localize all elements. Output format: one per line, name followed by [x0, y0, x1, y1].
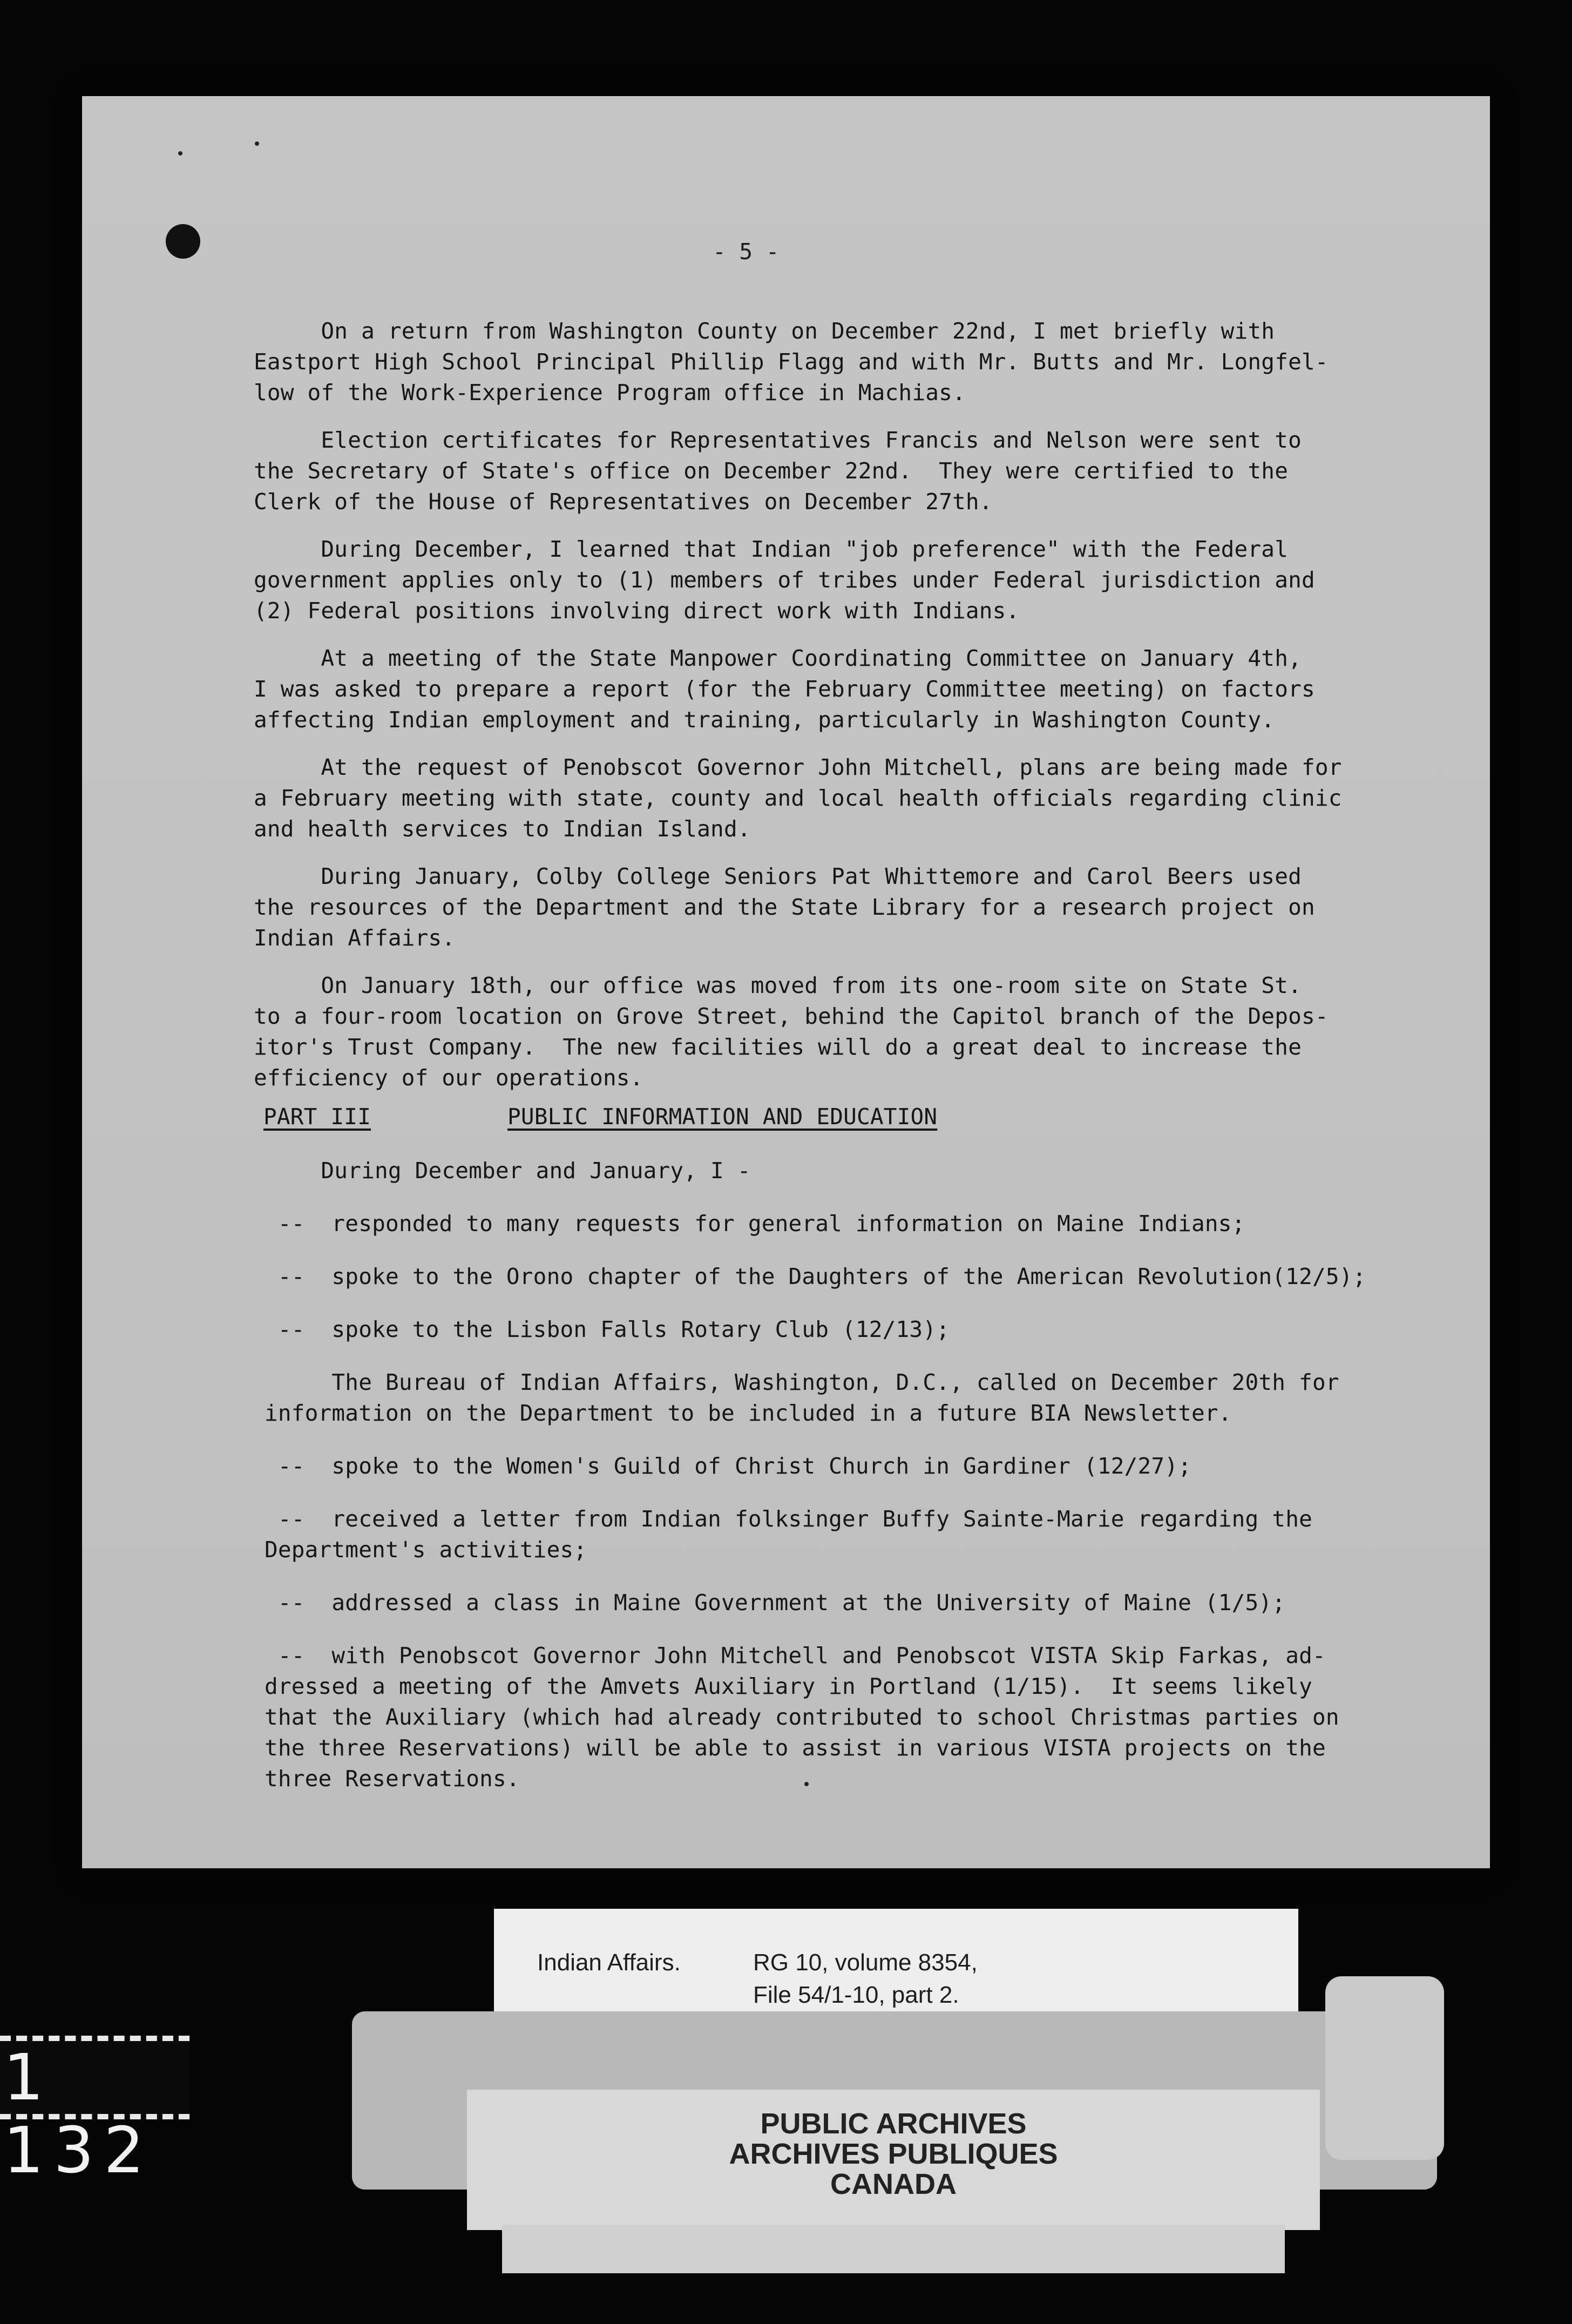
stamp-line: ARCHIVES PUBLIQUES [729, 2138, 1058, 2170]
paragraph: On a return from Washington County on December 22nd, I met briefly with Eastport High School Principal Phillip Flagg and with Mr. Butts and Mr. Longfel- low of the Work-Experience Program office in Machias. [254, 318, 1329, 406]
list-item: -- received a letter from Indian folksinger Buffy Sainte-Marie regarding the Department's activities; [265, 1506, 1312, 1563]
archive-reference-line: RG 10, volume 8354, [753, 1949, 978, 1976]
archives-stamp [467, 2090, 1320, 2230]
stamp-line: PUBLIC ARCHIVES [760, 2107, 1027, 2140]
stamp-backing [502, 2225, 1285, 2273]
stamp-backing [1325, 1976, 1444, 2160]
list-item: -- with Penobscot Governor John Mitchell and Penobscot VISTA Skip Farkas, ad- dressed a meeting of the Amvets Auxiliary in Portland (1/15). It seems likely that the Auxiliary (which had already contributed to school Christmas parties on the three Reservations) will be able to assist in various VISTA projects on the three Reservations. [265, 1643, 1339, 1792]
paragraph: Election certificates for Representatives Francis and Nelson were sent to the Secretary of State's office on December 22nd. They were certified to the Clerk of the House of Representatives on December 27th. [254, 427, 1302, 515]
film-frame-number: 1 132 [0, 2036, 189, 2119]
list-item: -- responded to many requests for general information on Maine Indians; [265, 1211, 1245, 1237]
part-title: PUBLIC INFORMATION AND EDUCATION [507, 1104, 938, 1130]
part-number: PART III [263, 1104, 371, 1130]
list-item: -- addressed a class in Maine Government at the University of Maine (1/5); [265, 1590, 1286, 1616]
stamp-line: CANADA [830, 2168, 957, 2200]
list-item: -- spoke to the Orono chapter of the Daughters of the American Revolution(12/5); [265, 1264, 1366, 1289]
paragraph: During December, I learned that Indian "job preference" with the Federal government applies only to (1) members of tribes under Federal jurisdiction and (2) Federal positions involving direct work with Indians. [254, 536, 1315, 624]
list-item: The Bureau of Indian Affairs, Washington, D.C., called on December 20th for information on the Department to be included in a future BIA Newsletter. [265, 1369, 1339, 1426]
archive-collection: Indian Affairs. [537, 1949, 681, 1976]
paragraph: At a meeting of the State Manpower Coordinating Committee on January 4th, I was asked to prepare a report (for the February Committee meeting) on factors affecting Indian employment and training, particularly in Washington County. [254, 645, 1315, 733]
paragraph: During January, Colby College Seniors Pat Whittemore and Carol Beers used the resources of the Department and the State Library for a research project on Indian Affairs. [254, 863, 1315, 951]
page-number: - 5 - [713, 239, 780, 265]
archive-reference [753, 1947, 978, 2011]
speck [178, 151, 182, 156]
intro-line: During December and January, I - [254, 1158, 751, 1184]
archive-reference-line: File 54/1-10, part 2. [753, 1982, 959, 2008]
speck [255, 141, 259, 146]
paragraph: At the request of Penobscot Governor John Mitchell, plans are being made for a February meeting with state, county and local health officials regarding clinic and health services to Indian Island. [254, 754, 1342, 842]
punch-hole [166, 224, 200, 259]
list-item: -- spoke to the Lisbon Falls Rotary Club (12/13); [265, 1316, 950, 1342]
paragraph: On January 18th, our office was moved from its one-room site on State St. to a four-room location on Grove Street, behind the Capitol branch of the Depos- itor's Trust Company. The new facilities will do a great deal to increase the efficiency of our operations. [254, 972, 1329, 1091]
list-item: -- spoke to the Women's Guild of Christ Church in Gardiner (12/27); [265, 1453, 1192, 1479]
